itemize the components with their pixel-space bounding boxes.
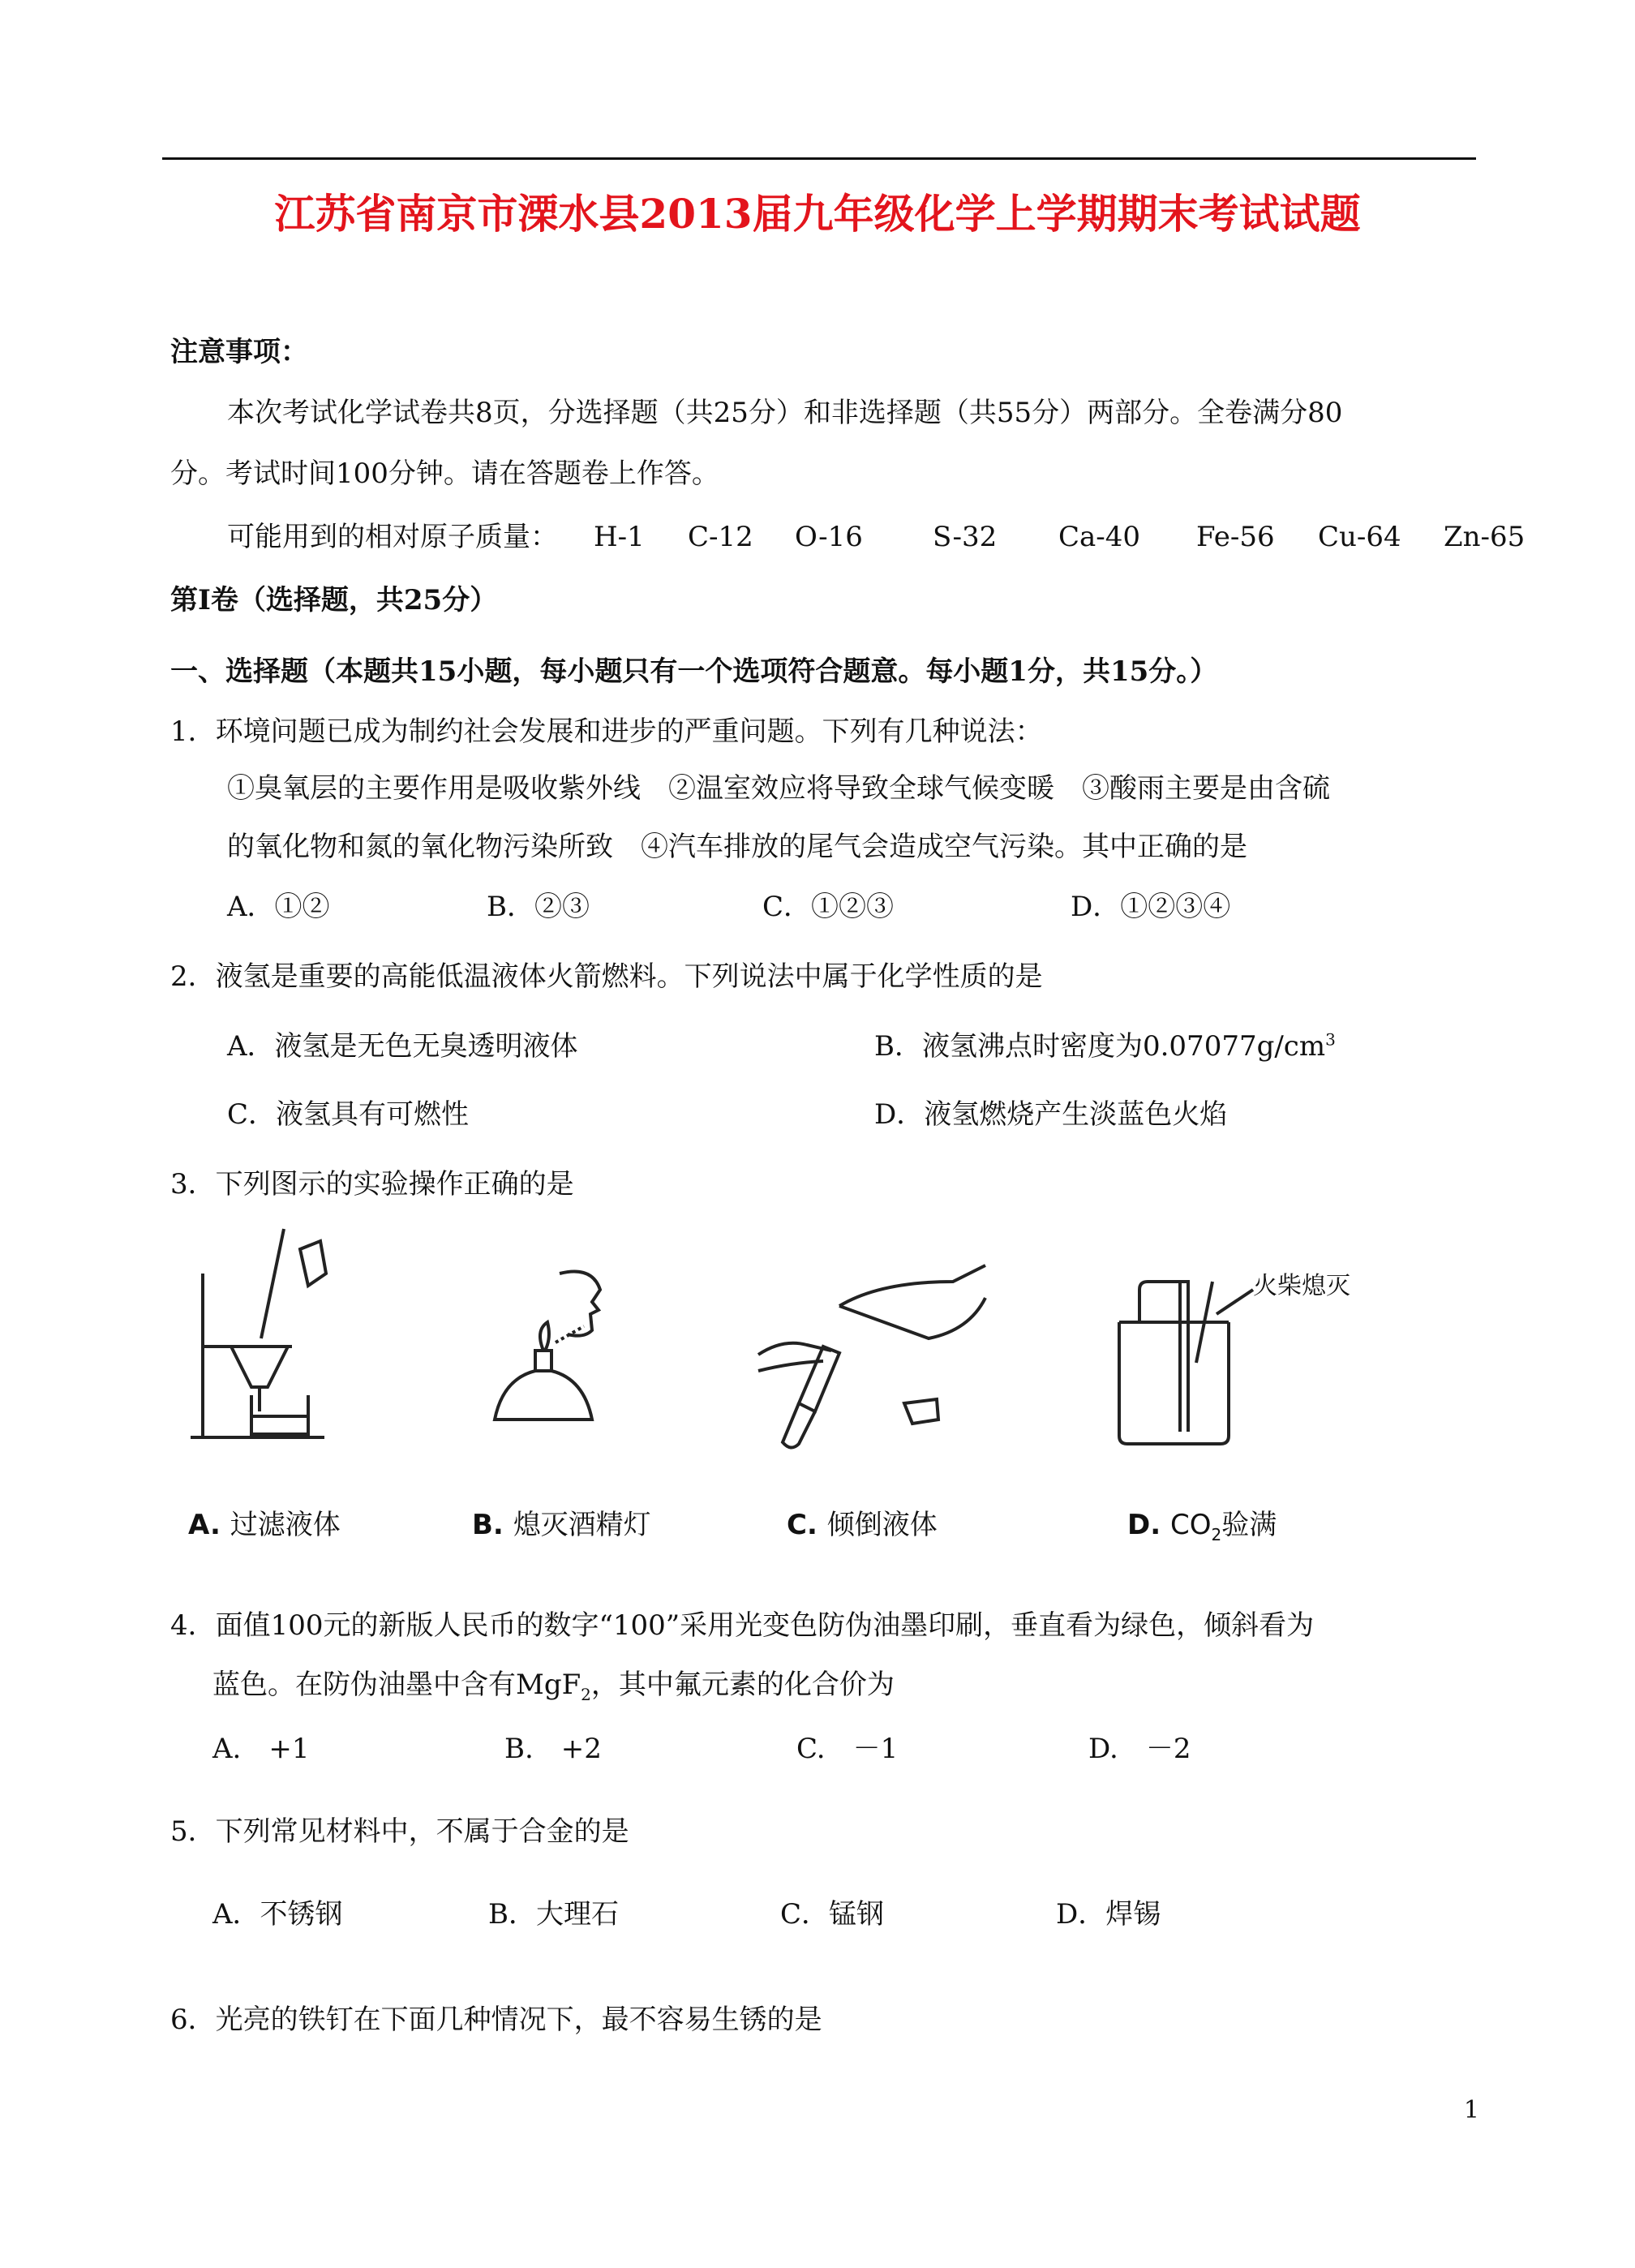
atomic-mass-h: H-1 [594,521,645,553]
q1-option-a: A．①② [227,891,330,923]
q5-option-c: C．锰钢 [780,1898,885,1931]
q6-stem: 6．光亮的铁钉在下面几种情况下，最不容易生锈的是 [170,2004,822,2036]
pouring-liquid-figure [750,1257,1018,1452]
header-rule [162,157,1476,160]
q5-option-b: B．大理石 [488,1898,619,1931]
q5-option-d: D．焊锡 [1056,1898,1161,1931]
q1-statements-1: ①臭氧层的主要作用是吸收紫外线 ②温室效应将导致全球气候变暖 ③酸雨主要是由含硫 [227,772,1330,805]
q1-option-b: B．②③ [487,891,590,923]
q1-statements-2: 的氧化物和氮的氧化物污染所致 ④汽车排放的尾气会造成空气污染。其中正确的是 [227,831,1247,863]
document-title: 江苏省南京市溧水县2013届九年级化学上学期期末考试试题 [274,190,1361,238]
q1-option-c: C．①②③ [762,891,895,923]
atomic-mass-cu: Cu-64 [1318,521,1401,553]
filtration-figure [187,1225,333,1452]
q5-option-a: A．不锈钢 [212,1898,343,1931]
q3-caption-a: A. 过滤液体 [188,1509,341,1541]
q4-option-a: A. +1 [212,1733,310,1765]
atomic-mass-ca: Ca-40 [1058,521,1141,553]
q2-option-b: B．液氢沸点时密度为$0.07077g/cm^3$ [874,1029,1336,1063]
q3-stem: 3．下列图示的实验操作正确的是 [170,1168,574,1201]
atomic-mass-fe: Fe-56 [1196,521,1275,553]
alcohol-lamp-figure [470,1265,665,1452]
atomic-masses-label: 可能用到的相对原子质量： [227,521,558,553]
match-label: 火柴熄灭 [1253,1272,1350,1300]
q4-stem-1: 4．面值100元的新版人民币的数字“100”采用光变色防伪油墨印刷，垂直看为绿色，倾斜看为 [170,1609,1315,1642]
part-1-heading: 第Ⅰ卷（选择题，共25分） [170,584,498,616]
q3-caption-d: D. $CO_2$验满 [1127,1509,1277,1544]
atomic-mass-s: S-32 [933,521,998,553]
atomic-mass-o: O-16 [795,521,863,553]
q4-option-d: D. －2 [1088,1733,1191,1765]
q2-option-a: A．液氢是无色无臭透明液体 [227,1030,578,1063]
notice-line-2: 分。考试时间100分钟。请在答题卷上作答。 [170,457,719,490]
notice-line-1: 本次考试化学试卷共8页，分选择题（共25分）和非选择题（共55分）两部分。全卷满分80 [227,397,1343,429]
section-1-heading: 一、选择题（本题共15小题，每小题只有一个选项符合题意。每小题1分，共15分。） [170,655,1218,688]
q3-caption-b: B. 熄灭酒精灯 [472,1509,651,1541]
q4-option-b: B. +2 [504,1733,602,1765]
atomic-mass-c: C-12 [688,521,753,553]
q3-caption-c: C. 倾倒液体 [787,1509,938,1541]
notice-heading: 注意事项： [170,336,308,368]
q4-stem-2: 蓝色。在防伪油墨中含有MgF$_2$，其中氟元素的化合价为 [212,1669,895,1704]
q5-stem: 5．下列常见材料中，不属于合金的是 [170,1815,629,1848]
q4-option-c: C. －1 [796,1733,899,1765]
atomic-mass-zn: Zn-65 [1444,521,1526,553]
page-number: 1 [1463,2096,1479,2124]
q2-option-c: C．液氢具有可燃性 [227,1098,470,1131]
q2-stem: 2．液氢是重要的高能低温液体火箭燃料。下列说法中属于化学性质的是 [170,960,1043,993]
q1-option-d: D．①②③④ [1071,891,1231,923]
q2-option-d: D．液氢燃烧产生淡蓝色火焰 [874,1098,1228,1131]
q1-stem: 1．环境问题已成为制约社会发展和进步的严重问题。下列有几种说法： [170,715,1043,748]
